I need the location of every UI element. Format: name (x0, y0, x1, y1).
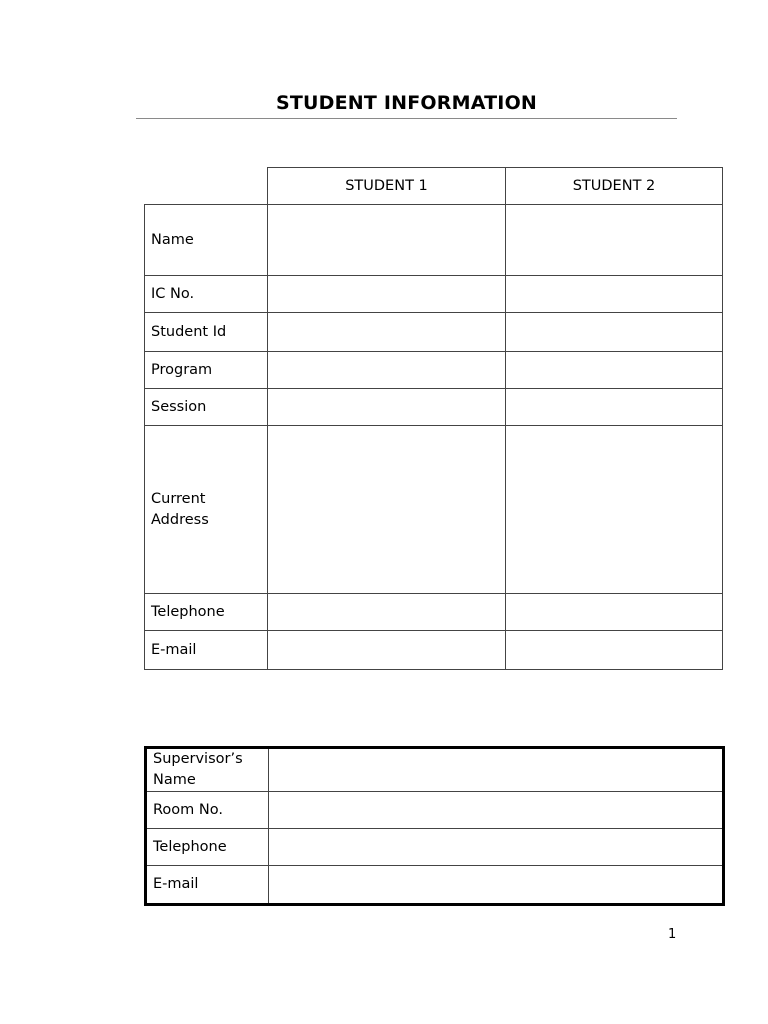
table-row-student-id (145, 313, 723, 352)
table-row-supervisor-telephone (146, 829, 724, 866)
table-row-room-no (146, 792, 724, 829)
student2-program-cell[interactable] (506, 352, 723, 389)
table-header-row (145, 168, 723, 205)
student2-session-cell[interactable] (506, 389, 723, 426)
student2-address-cell[interactable] (506, 426, 723, 594)
supervisor-email-cell[interactable] (269, 866, 724, 905)
table-row-name (145, 205, 723, 276)
supervisor-table (144, 746, 725, 906)
table-row-program (145, 352, 723, 389)
table-row-session (145, 389, 723, 426)
table-row-supervisor-email (146, 866, 724, 905)
row-label: Telephone (146, 829, 269, 866)
student1-id-cell[interactable] (268, 313, 506, 352)
row-label: E-mail (146, 866, 269, 905)
student1-session-cell[interactable] (268, 389, 506, 426)
row-label: Student Id (145, 313, 268, 352)
table-row-email (145, 631, 723, 670)
row-label: IC No. (145, 276, 268, 313)
student1-email-cell[interactable] (268, 631, 506, 670)
student2-ic-cell[interactable] (506, 276, 723, 313)
student1-ic-cell[interactable] (268, 276, 506, 313)
empty-corner-cell (145, 168, 268, 205)
row-label: Room No. (146, 792, 269, 829)
row-label: Name (145, 205, 268, 276)
supervisor-telephone-cell[interactable] (269, 829, 724, 866)
supervisor-name-cell[interactable] (269, 748, 724, 792)
student2-email-cell[interactable] (506, 631, 723, 670)
student1-telephone-cell[interactable] (268, 594, 506, 631)
page-title: STUDENT INFORMATION (275, 92, 538, 114)
row-label: Supervisor’s Name (146, 748, 269, 792)
room-no-cell[interactable] (269, 792, 724, 829)
table-row-ic (145, 276, 723, 313)
row-label: Current Address (145, 426, 268, 594)
row-label: Telephone (145, 594, 268, 631)
row-label: E-mail (145, 631, 268, 670)
table-row-supervisor-name (146, 748, 724, 792)
title-underline (136, 118, 677, 119)
student2-name-cell[interactable] (506, 205, 723, 276)
row-label: Program (145, 352, 268, 389)
student2-id-cell[interactable] (506, 313, 723, 352)
table-row-address (145, 426, 723, 594)
page-number: 1 (668, 927, 677, 942)
student1-address-cell[interactable] (268, 426, 506, 594)
header-student-1: STUDENT 1 (268, 168, 506, 205)
row-label: Session (145, 389, 268, 426)
student-info-table (144, 167, 723, 670)
student1-name-cell[interactable] (268, 205, 506, 276)
table-row-telephone (145, 594, 723, 631)
student2-telephone-cell[interactable] (506, 594, 723, 631)
header-student-2: STUDENT 2 (506, 168, 723, 205)
student1-program-cell[interactable] (268, 352, 506, 389)
